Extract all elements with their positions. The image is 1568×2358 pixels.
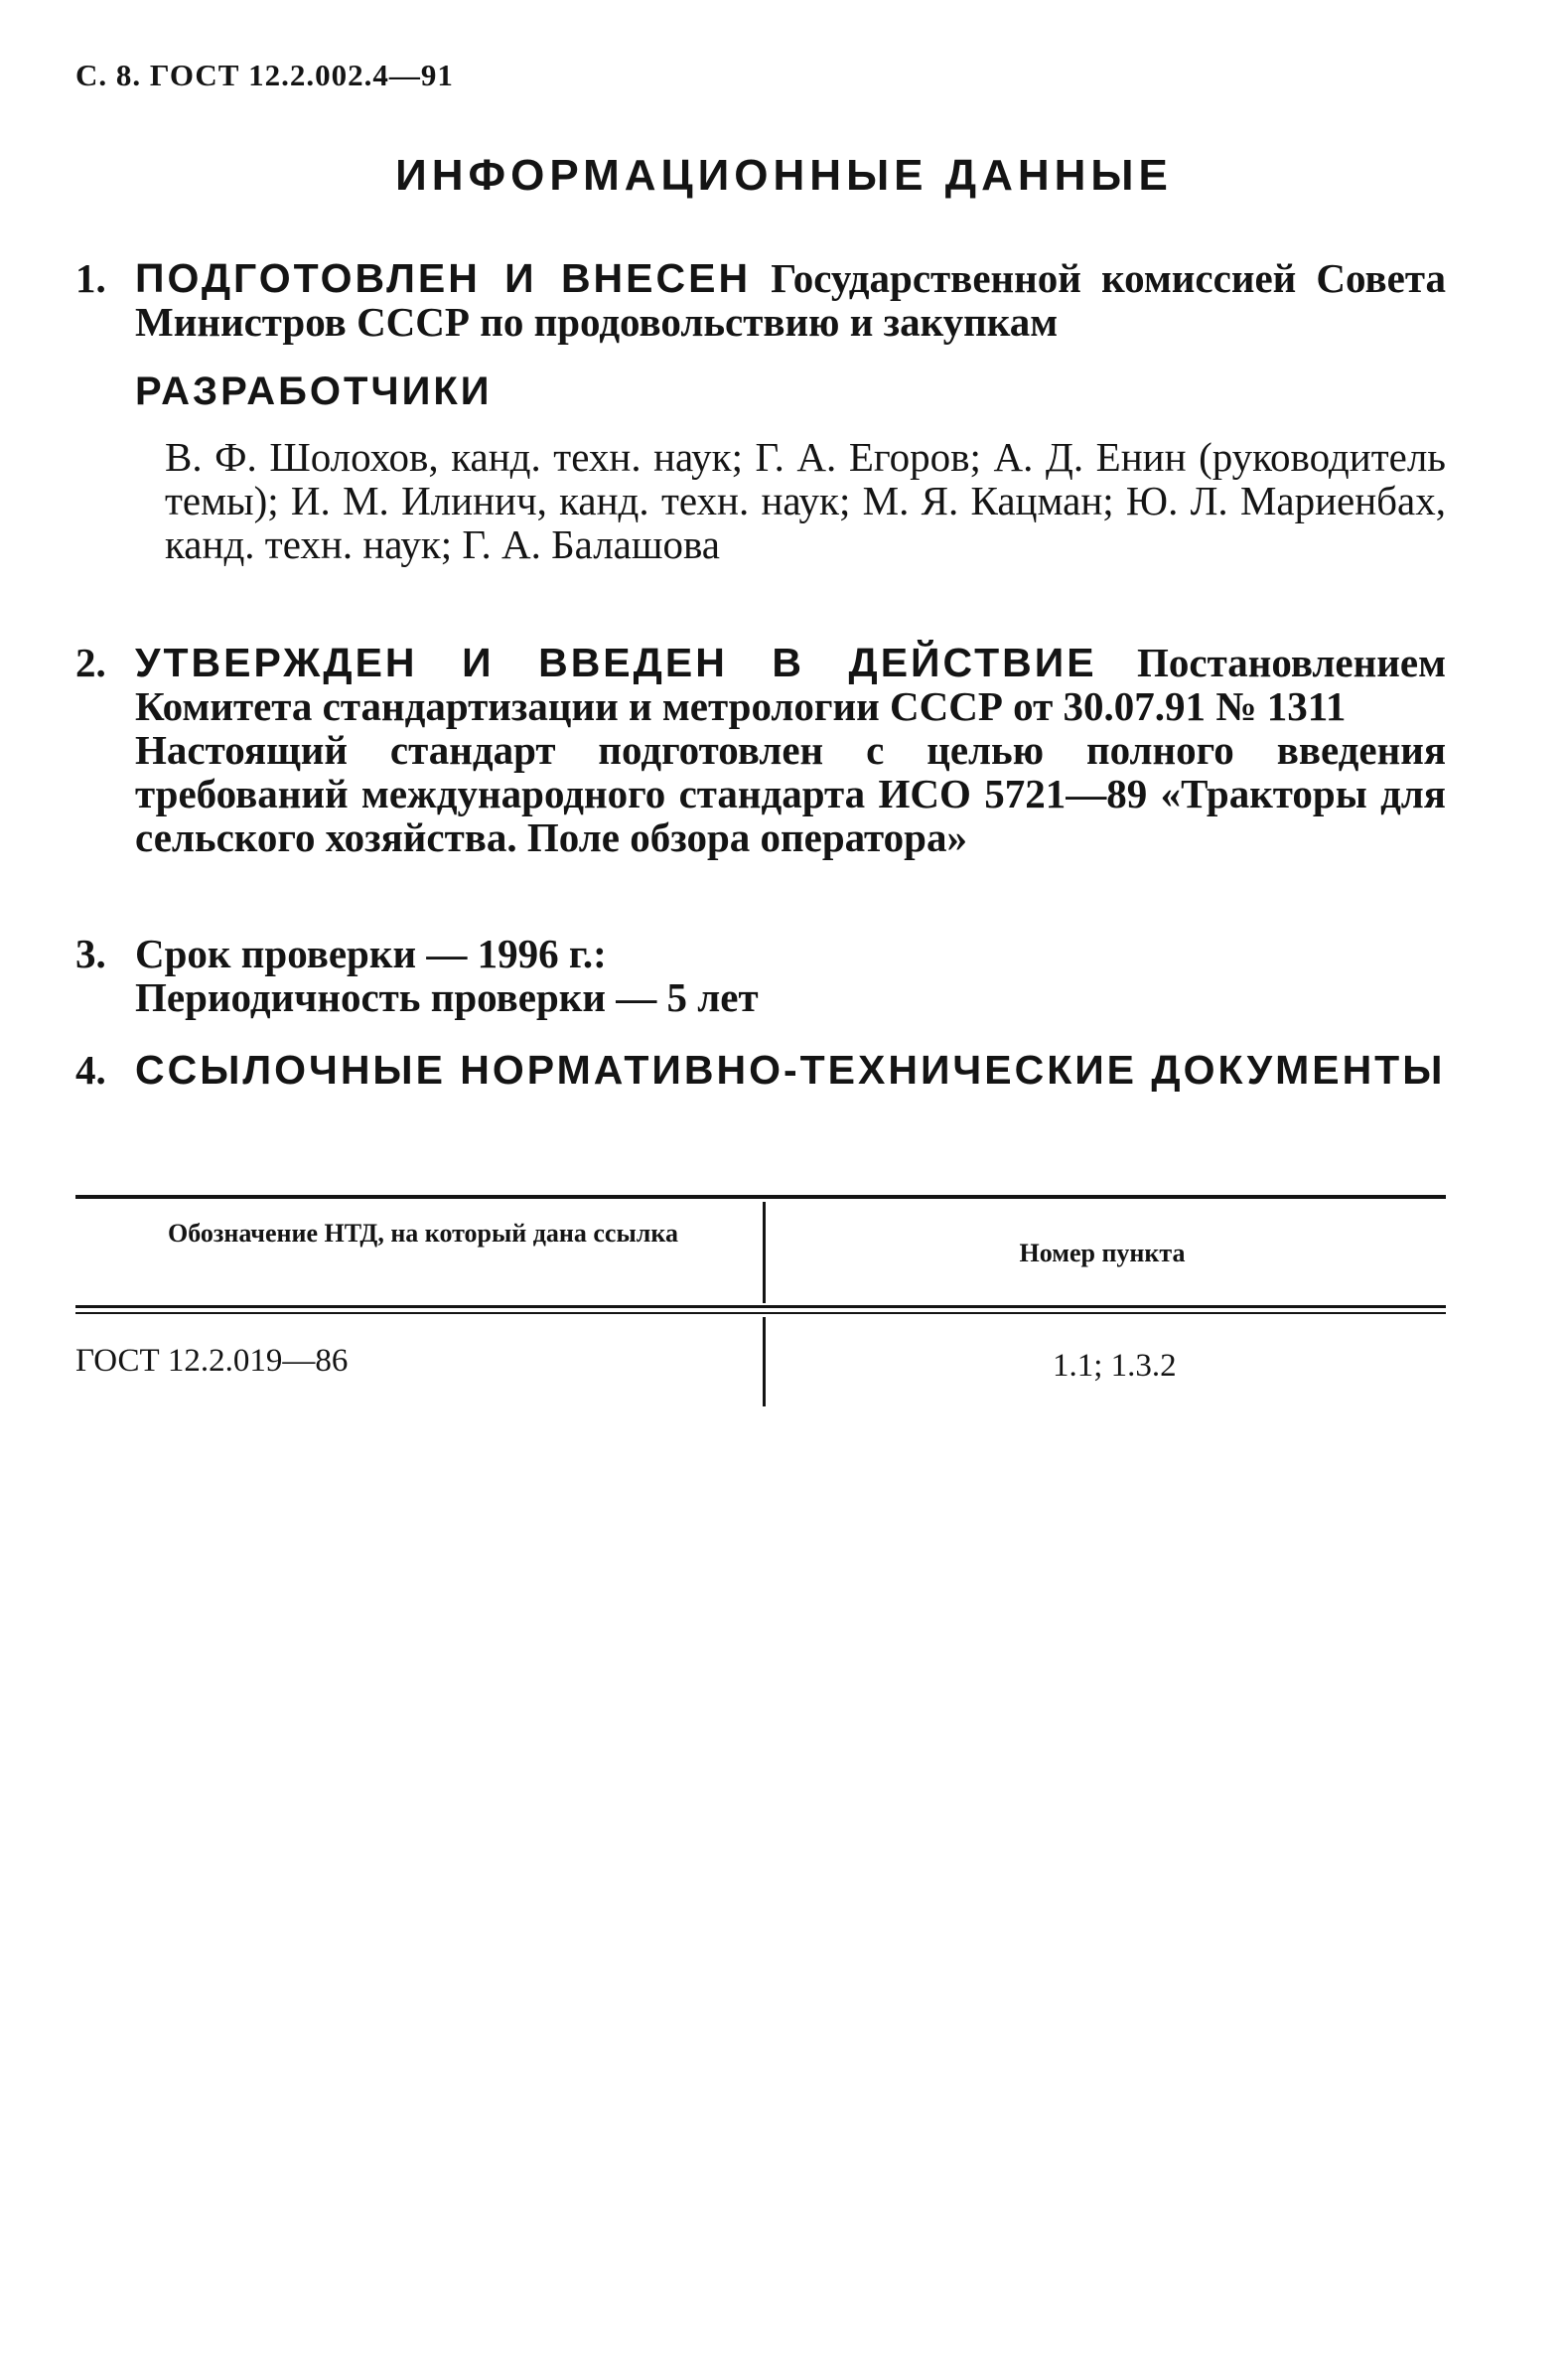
table-row-clause: 1.1; 1.3.2 (1053, 1348, 1177, 1384)
table-top-rule (75, 1195, 1446, 1199)
item-1-number: 1. (75, 255, 106, 301)
table-row-doc: ГОСТ 12.2.019—86 (75, 1343, 349, 1379)
developers-list: В. Ф. Шолохов, канд. техн. наук; Г. А. Егоров; А. Д. Енин (руководитель темы); И. М. Илинич, канд. техн. наук; М. Я. Кацман; Ю. Л. Мариенбах, канд. техн. наук; Г. А. Балашова (165, 434, 1446, 567)
page-header: С. 8. ГОСТ 12.2.002.4—91 (75, 58, 454, 92)
table-double-rule-top (75, 1305, 1446, 1308)
item-4-number: 4. (75, 1047, 106, 1093)
table-body-divider (763, 1317, 766, 1406)
item-3-number: 3. (75, 931, 106, 976)
table-header-divider (763, 1202, 766, 1303)
item-3-review-date: Срок проверки — 1996 г.: (135, 931, 607, 976)
table-header-clause: Номер пункта (1019, 1239, 1186, 1267)
document-title: ИНФОРМАЦИОННЫЕ ДАННЫЕ (395, 151, 1173, 200)
item-2-note: Настоящий стандарт подготовлен с целью полного введения требований международного стандарта ИСО 5721—89 «Тракторы для сельского хозяйства. Поле обзора оператора» (135, 727, 1446, 860)
item-2-heading: УТВЕРЖДЕН И ВВЕДЕН В ДЕЙСТВИЕ (135, 640, 1097, 685)
item-2-body (135, 641, 1446, 859)
item-2-number: 2. (75, 640, 106, 685)
table-header-doc: Обозначение НТД, на который дана ссылка (168, 1219, 678, 1248)
item-3-review-period: Периодичность проверки — 5 лет (135, 974, 759, 1020)
table-double-rule-bottom (75, 1312, 1446, 1314)
item-2-text: Постановлением Комитета стандартизации и метрологии СССР от 30.07.91 № 1311 (135, 640, 1447, 729)
item-4-heading: ССЫЛОЧНЫЕ НОРМАТИВНО-ТЕХНИЧЕСКИЕ ДОКУМЕНТЫ (135, 1047, 1446, 1093)
developers-heading: РАЗРАБОТЧИКИ (135, 369, 493, 413)
item-1-body (135, 256, 1446, 344)
item-1-text: Государственной комиссией Совета Министров СССР по продовольствию и закупкам (135, 255, 1446, 345)
item-1-heading: ПОДГОТОВЛЕН И ВНЕСЕН (135, 255, 752, 301)
item-3-body (135, 932, 1446, 1019)
